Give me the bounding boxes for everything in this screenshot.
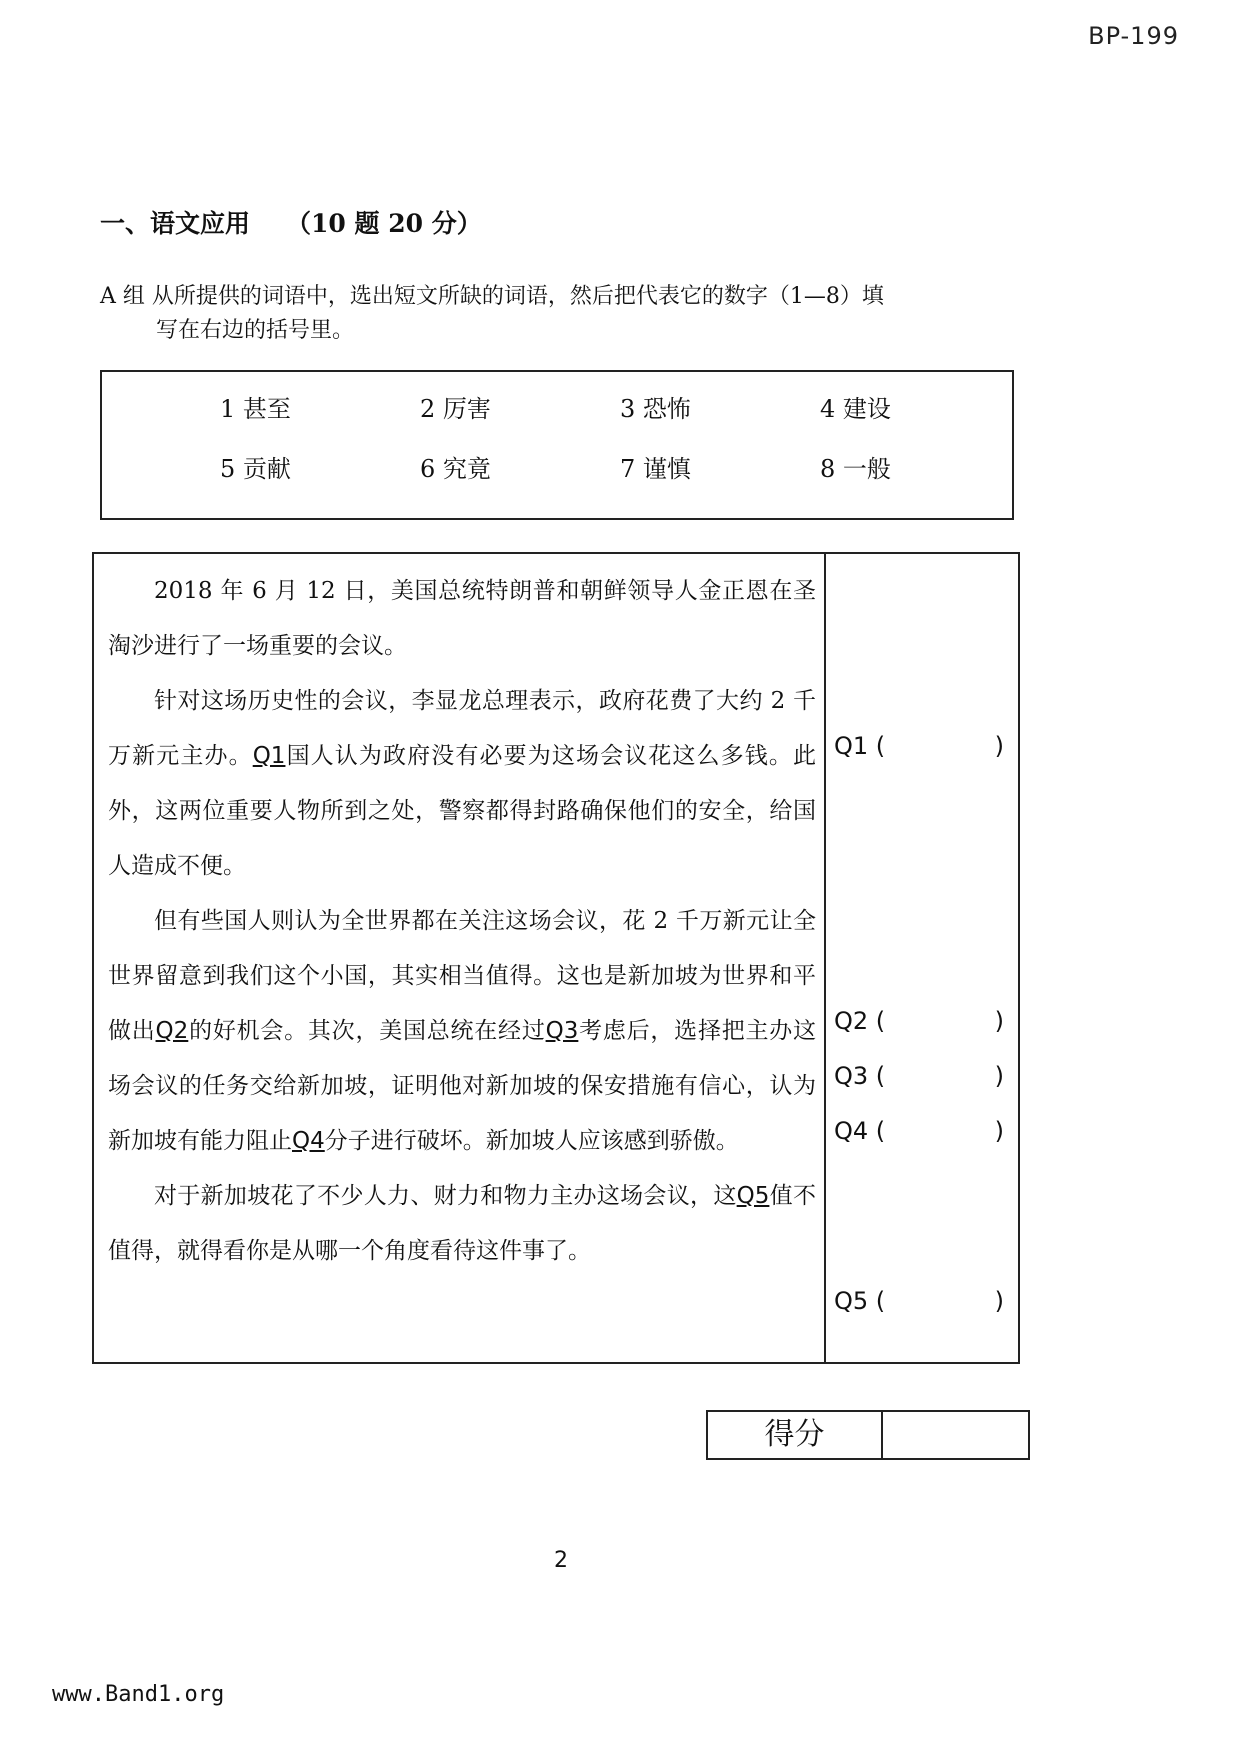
blank-q2: Q2 <box>155 1018 189 1044</box>
word-option: 2 厉害 <box>420 395 491 423</box>
passage-text-run: 但有些国人则认为全世界都在关注这场会议，花 2 千万新元让全世界留意到我们这个小国，其实相当值得。这也是新加坡为世界和平做出 <box>108 908 816 1044</box>
passage-paragraph <box>108 564 816 674</box>
answer-close: ) <box>994 1287 1004 1315</box>
blank-q5: Q5 <box>736 1183 770 1209</box>
page-number: 2 <box>554 1548 568 1573</box>
word-option: 7 谨慎 <box>620 455 691 483</box>
passage-text <box>94 554 826 1362</box>
answer-slot-q4[interactable] <box>834 1117 1004 1145</box>
score-value[interactable] <box>883 1412 1028 1458</box>
passage-text-run: 2018 年 6 月 12 日，美国总统特朗普和朝鲜领导人金正恩在圣淘沙进行了一场重要的会议。 <box>108 578 816 659</box>
answer-slot-q2[interactable] <box>834 1007 1004 1035</box>
passage-paragraph <box>108 674 816 894</box>
word-option: 8 一般 <box>820 455 891 483</box>
section-title-text: 一、语文应用 <box>100 209 251 238</box>
instruction <box>100 280 1030 348</box>
word-option: 4 建设 <box>820 395 891 423</box>
answer-label: Q3 ( <box>834 1062 886 1090</box>
answer-slot-q5[interactable] <box>834 1287 1004 1315</box>
score-box <box>706 1410 1030 1460</box>
instruction-line-1: A 组 从所提供的词语中，选出短文所缺的词语，然后把代表它的数字（1—8）填 <box>100 284 884 309</box>
word-bank <box>100 370 1014 520</box>
section-score: （10 题 20 分） <box>286 209 482 238</box>
section-title <box>100 204 482 240</box>
passage-text-run: 分子进行破坏。新加坡人应该感到骄傲。 <box>324 1128 739 1154</box>
answer-slot-q1[interactable] <box>834 732 1004 760</box>
word-option: 6 究竟 <box>420 455 491 483</box>
answer-close: ) <box>994 732 1004 760</box>
passage-table <box>92 552 1020 1364</box>
blank-q1: Q1 <box>252 743 286 769</box>
answer-label: Q5 ( <box>834 1287 886 1315</box>
passage-paragraph <box>108 894 816 1169</box>
passage-text-run: 值不值得，就得看你是从哪一个角度看待这件事了。 <box>108 1183 817 1264</box>
answer-label: Q1 ( <box>834 732 886 760</box>
word-option: 5 贡献 <box>220 455 291 483</box>
instruction-line-2: 写在右边的括号里。 <box>156 318 355 343</box>
blank-q4: Q4 <box>292 1128 325 1154</box>
score-label: 得分 <box>708 1412 883 1458</box>
blank-q3: Q3 <box>545 1018 579 1044</box>
answer-column <box>826 554 1018 1362</box>
answer-label: Q2 ( <box>834 1007 886 1035</box>
passage-text-run: 对于新加坡花了不少人力、财力和物力主办这场会议，这 <box>154 1183 737 1209</box>
answer-slot-q3[interactable] <box>834 1062 1004 1090</box>
word-option: 3 恐怖 <box>620 395 691 423</box>
word-bank-grid <box>220 392 1020 486</box>
answer-close: ) <box>994 1062 1004 1090</box>
passage-paragraph <box>108 1169 816 1279</box>
document-code: BP-199 <box>1088 22 1179 50</box>
answer-close: ) <box>994 1007 1004 1035</box>
answer-close: ) <box>994 1117 1004 1145</box>
passage-text-run: 国人认为政府没有必要为这场会议花这么多钱。此外，这两位重要人物所到之处，警察都得封路确保他们的安全，给国人造成不便。 <box>108 743 817 879</box>
passage-text-run: 针对这场历史性的会议，李显龙总理表示，政府花费了大约 2 千万新元主办。 <box>108 688 816 769</box>
footer-url: www.Band1.org <box>52 1682 225 1707</box>
answer-label: Q4 ( <box>834 1117 886 1145</box>
word-option: 1 甚至 <box>220 395 291 423</box>
passage-text-run: 考虑后，选择把主办这场会议的任务交给新加坡，证明他对新加坡的保安措施有信心，认为新加坡有能力阻止 <box>108 1018 817 1154</box>
passage-text-run: 的好机会。其次，美国总统在经过 <box>188 1018 546 1044</box>
